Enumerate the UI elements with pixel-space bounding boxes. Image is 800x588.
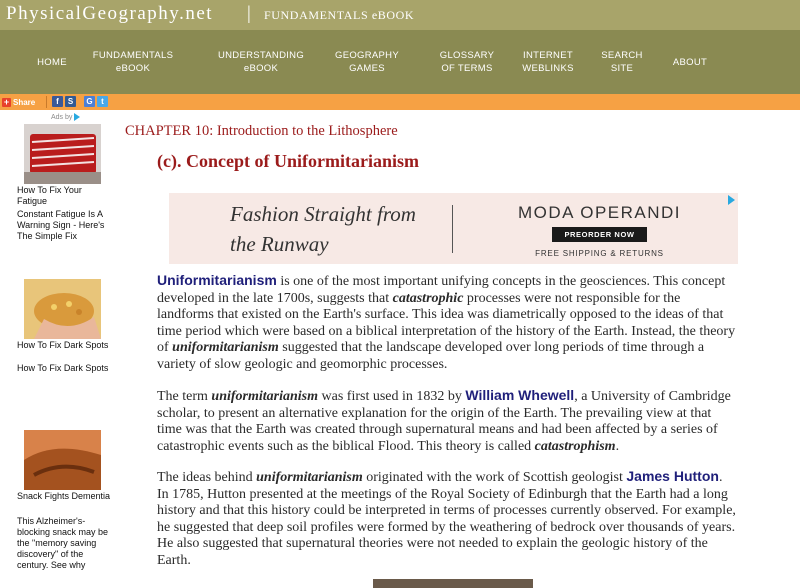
uniformitarianism-link[interactable]: Uniformitarianism: [157, 272, 277, 288]
share-button[interactable]: [2, 95, 35, 109]
text: The term: [157, 389, 212, 404]
nav-label: FUNDAMENTALS eBOOK: [92, 50, 174, 74]
preorder-button[interactable]: PREORDER NOW: [552, 227, 647, 242]
main-nav: [0, 30, 800, 94]
section-title: (c). Concept of Uniformitarianism: [157, 151, 419, 171]
twitter-icon[interactable]: t: [97, 96, 108, 107]
facebook-icon[interactable]: f: [52, 96, 63, 107]
paragraph-1: [157, 272, 737, 373]
nav-label: UNDERSTANDING eBOOK: [217, 50, 305, 74]
banner-ad-divider: [452, 205, 453, 253]
site-header: [0, 0, 800, 30]
share-bar: [0, 94, 800, 110]
text: originated with the work of Scottish geologist: [362, 470, 627, 485]
divider: [46, 96, 47, 108]
stumbleupon-icon[interactable]: S: [65, 96, 76, 107]
adchoices-label[interactable]: [51, 113, 80, 121]
emphasis: uniformitarianism: [211, 389, 319, 404]
nav-fundamentals-ebook[interactable]: [92, 30, 174, 94]
nav-label: GEOGRAPHY GAMES: [335, 50, 399, 74]
section-label: FUNDAMENTALS eBOOK: [264, 8, 415, 22]
nav-internet-weblinks[interactable]: [516, 30, 580, 94]
emphasis: catastrophic: [392, 290, 464, 306]
nav-home[interactable]: [22, 30, 82, 94]
james-hutton-link[interactable]: James Hutton: [626, 468, 719, 484]
nav-label: HOME: [37, 56, 67, 68]
nav-glossary[interactable]: [434, 30, 500, 94]
nav-label: GLOSSARY OF TERMS: [439, 50, 495, 74]
nav-understanding-ebook[interactable]: [217, 30, 305, 94]
figure-image: [373, 579, 533, 588]
chapter-heading: CHAPTER 10: Introduction to the Lithosphere: [125, 123, 398, 139]
nav-search-site[interactable]: [594, 30, 650, 94]
text: processes were not responsible for the landforms that existed on the Earth's surface. This idea was diametrically opposed to the ideas of that time period which were based on a biblical interpretation of the history of the Earth. Instead, the theory of: [157, 290, 736, 355]
ad-title[interactable]: How To Fix Dark Spots: [17, 340, 109, 350]
ads-by-text: Ads by: [51, 113, 73, 121]
nav-about[interactable]: [664, 30, 716, 94]
ad-description[interactable]: How To Fix Dark Spots: [17, 363, 109, 373]
title-separator: |: [247, 3, 251, 24]
banner-ad-shipping: FREE SHIPPING & RETURNS: [535, 249, 664, 258]
text: The ideas behind: [157, 470, 257, 485]
plus-icon: +: [3, 96, 10, 107]
banner-ad-slogan[interactable]: Fashion Straight from the Runway: [230, 202, 416, 256]
paragraph-2: [157, 387, 737, 455]
paragraph-3: [157, 468, 737, 569]
ad-title[interactable]: Snack Fights Dementia: [17, 491, 111, 501]
nav-label: SEARCH SITE: [601, 50, 643, 74]
text: . In 1785, Hutton presented at the meetings of the Royal Society of Edinburgh that the Earth had a long history and that this history could be interpreted in terms of processes currently observed. For example, he suggested that deep soil profiles were formed by the weathering of bedrock over thousands of years. He also suggested that supernatural theories were not needed to explain the geologic history of the Earth.: [157, 470, 736, 568]
ad-description[interactable]: This Alzheimer's-blocking snack may be the "memory saving discovery" of the century. See why: [17, 516, 109, 570]
ad-image-dark-spots[interactable]: [24, 279, 101, 339]
emphasis: uniformitarianism: [256, 470, 363, 485]
text: suggested that the landscape developed over long periods of time through a variety of slow geologic and geomorphic processes.: [157, 340, 705, 372]
emphasis: catastrophism: [534, 438, 616, 454]
ad-image-fatigue[interactable]: [24, 124, 101, 184]
text: , a University of Cambridge scholar, to present an alternative explanation for the origin of the Earth. The prevailing view at that time was that the Earth was created through supernatural means and had been affected by a series of catastrophic events such as the biblical Flood. This theory is called: [157, 389, 731, 454]
nav-geography-games[interactable]: [334, 30, 400, 94]
william-whewell-link[interactable]: William Whewell: [465, 387, 575, 403]
adchoices-icon[interactable]: [728, 195, 735, 205]
banner-ad-brand[interactable]: MODA OPERANDI: [517, 203, 682, 222]
text: is one of the most important unifying concepts in the geosciences. This concept developed in the late 1700s, suggests that: [157, 274, 726, 306]
text: was first used in 1832 by: [318, 389, 466, 404]
share-label: Share: [13, 97, 36, 107]
ad-description[interactable]: Constant Fatigue Is A Warning Sign - Here's The Simple Fix: [17, 209, 105, 241]
ad-title[interactable]: How To Fix Your Fatigue: [17, 185, 82, 206]
emphasis: uniformitarianism: [172, 340, 279, 355]
google-icon[interactable]: G: [84, 96, 95, 107]
ad-image-dementia[interactable]: [24, 430, 101, 490]
site-title[interactable]: PhysicalGeography.net: [6, 3, 214, 24]
nav-label: INTERNET WEBLINKS: [522, 50, 574, 74]
adchoices-icon: [74, 113, 80, 121]
nav-label: ABOUT: [672, 56, 708, 68]
text: .: [615, 438, 620, 454]
